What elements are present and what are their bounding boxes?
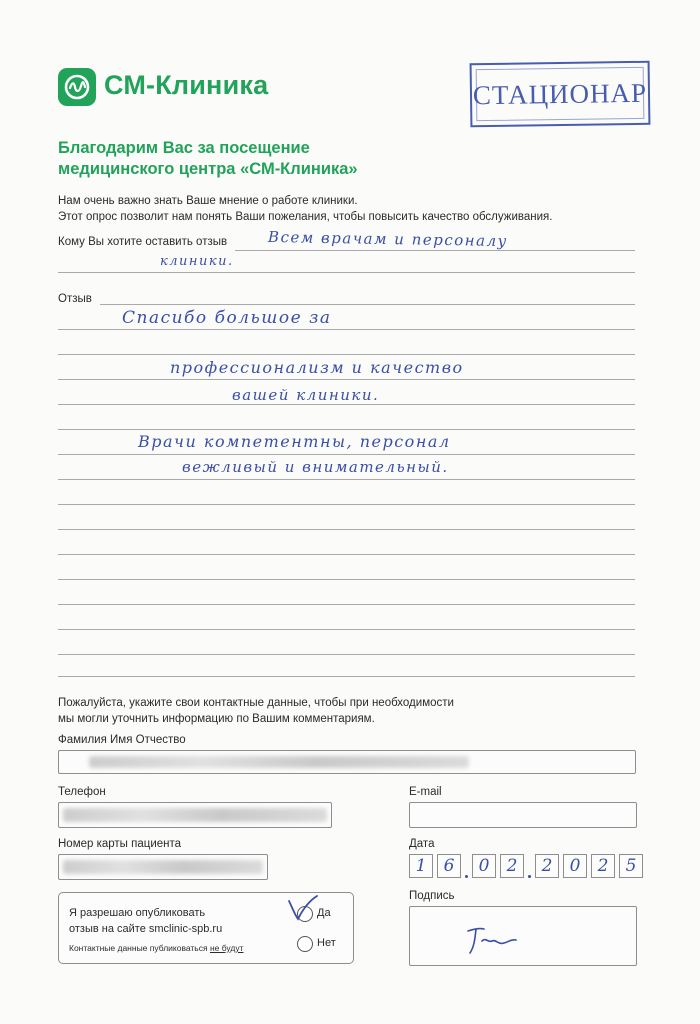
intro-line: Этот опрос позволит нам понять Ваши пожелания, чтобы повысить качество обслуживания. <box>58 211 553 223</box>
consent-yes-label: Да <box>317 907 331 919</box>
review-line <box>58 604 635 605</box>
consent-disclaimer-prefix: Контактные данные публиковаться <box>69 943 210 953</box>
date-digit-box: 1 <box>409 854 433 878</box>
title-line: Благодарим Вас за посещение <box>58 139 310 157</box>
recipient-handwriting: Всем врачам и персоналу <box>267 227 508 251</box>
consent-text <box>69 905 222 937</box>
recipient-line <box>235 250 635 251</box>
review-label: Отзыв <box>58 293 92 305</box>
publish-consent-box <box>58 892 354 964</box>
review-line <box>58 554 635 555</box>
email-field[interactable] <box>409 802 637 828</box>
review-handwriting: Врачи компетентны, персонал <box>138 432 451 451</box>
date-digit-box: 5 <box>619 854 643 878</box>
recipient-label: Кому Вы хотите оставить отзыв <box>58 236 228 248</box>
clinic-logo-icon <box>58 68 96 106</box>
review-line <box>58 529 635 530</box>
checkmark-icon <box>285 893 321 923</box>
date-separator <box>528 875 531 878</box>
date-digit-box: 2 <box>535 854 559 878</box>
title-line: медицинского центра «СМ-Клиника» <box>58 160 358 178</box>
redacted-phone <box>63 808 327 822</box>
redacted-card-number <box>63 860 263 874</box>
review-line <box>100 304 635 305</box>
recipient-line <box>58 272 635 273</box>
contact-note-line: Пожалуйста, укажите свои контактные данные, чтобы при необходимости <box>58 697 454 709</box>
email-label: E-mail <box>409 786 442 798</box>
review-line <box>58 404 635 405</box>
date-digit-box: 0 <box>472 854 496 878</box>
contact-note-line: мы могли уточнить информацию по Вашим комментариям. <box>58 713 375 725</box>
date-separator <box>465 875 468 878</box>
full-name-label: Фамилия Имя Отчество <box>58 734 186 746</box>
signature-label: Подпись <box>409 890 455 902</box>
redacted-name <box>89 756 469 768</box>
phone-field[interactable] <box>58 802 332 828</box>
review-line <box>58 429 635 430</box>
review-line <box>58 354 635 355</box>
review-line <box>58 379 635 380</box>
review-line <box>58 654 635 655</box>
consent-no-radio[interactable] <box>297 936 313 952</box>
clinic-logo-text: СМ-Клиника <box>104 70 269 100</box>
patient-card-field[interactable] <box>58 854 268 880</box>
review-line <box>58 629 635 630</box>
consent-disclaimer-underlined: не будут <box>209 943 244 953</box>
review-line <box>58 329 635 330</box>
date-label: Дата <box>409 838 435 850</box>
review-handwriting: вежливый и внимательный. <box>182 458 449 476</box>
consent-line: отзыв на сайте smclinic-spb.ru <box>69 923 223 935</box>
signature-field[interactable] <box>409 906 637 966</box>
inpatient-stamp <box>470 61 651 128</box>
recipient-handwriting: клиники. <box>160 254 234 269</box>
consent-disclaimer <box>69 943 244 953</box>
date-digit-box: 2 <box>500 854 524 878</box>
date-digit-box: 0 <box>563 854 587 878</box>
intro-line: Нам очень важно знать Ваше мнение о работе клиники. <box>58 195 358 207</box>
review-line <box>58 479 635 480</box>
review-handwriting: Спасибо большое за <box>122 308 332 328</box>
intro-text <box>58 193 552 225</box>
review-line <box>58 454 635 455</box>
review-handwriting: профессионализм и качество <box>170 358 464 377</box>
review-line <box>58 579 635 580</box>
date-digit-box: 6 <box>437 854 461 878</box>
review-line <box>58 676 635 677</box>
full-name-field[interactable] <box>58 750 636 774</box>
signature-scribble-icon <box>460 919 530 959</box>
page-title <box>58 138 358 180</box>
date-field[interactable] <box>409 854 643 878</box>
contact-note <box>58 695 454 727</box>
consent-no-label: Нет <box>317 937 336 949</box>
card-label: Номер карты пациента <box>58 838 182 850</box>
consent-line: Я разрешаю опубликовать <box>69 907 206 919</box>
stamp-text: СТАЦИОНАР <box>472 77 648 110</box>
review-line <box>58 504 635 505</box>
date-digit-box: 2 <box>591 854 615 878</box>
review-handwriting: вашей клиники. <box>232 386 380 404</box>
phone-label: Телефон <box>58 786 106 798</box>
